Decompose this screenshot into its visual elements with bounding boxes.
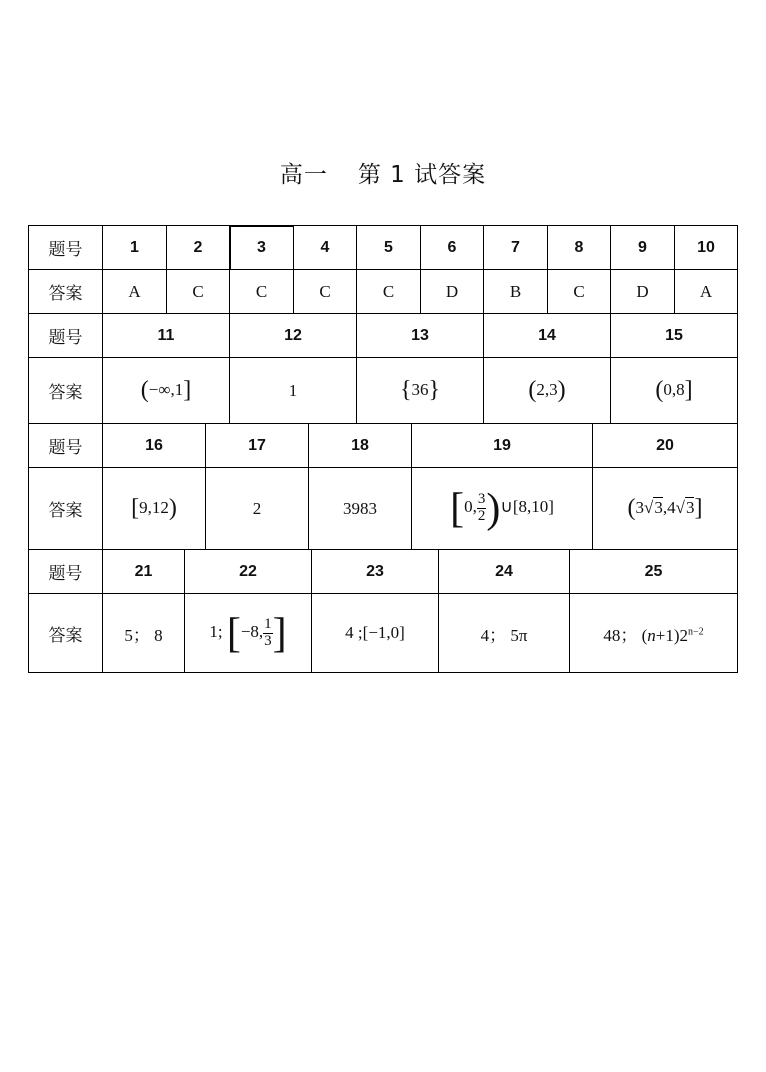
answer-cell-11: (−∞,1]	[103, 358, 230, 424]
question-number: 8	[548, 226, 611, 270]
answer-cell-23: 4 ;[−1,0]	[312, 594, 439, 673]
question-row	[29, 226, 738, 270]
answer-cell-16: [9,12)	[103, 468, 206, 550]
answer-cell: C	[357, 270, 421, 314]
answer-cell-12: 1	[230, 358, 357, 424]
answer-cell-25: 48； $(n+1)2^{n-2}$	[570, 594, 738, 673]
answer-cell-19: [0, $\frac{3}{2}$ )∪[8,10]	[412, 468, 593, 550]
answer-cell-13: {36}	[357, 358, 484, 424]
question-number: 6	[421, 226, 484, 270]
answer-row	[29, 358, 738, 424]
question-label: 题号	[29, 314, 103, 358]
answer-cell: C	[230, 270, 294, 314]
question-number: 18	[309, 424, 412, 468]
answer-cell: C	[548, 270, 611, 314]
question-number: 25	[570, 550, 738, 594]
question-label: 题号	[29, 550, 103, 594]
answer-table-11-15	[28, 313, 738, 424]
page-title	[0, 156, 766, 189]
answer-table-16-20	[28, 423, 738, 550]
answer-cell-14: (2,3)	[484, 358, 611, 424]
answer-cell: C	[167, 270, 230, 314]
question-number: 5	[357, 226, 421, 270]
question-number: 24	[439, 550, 570, 594]
title-grade: 高一	[279, 162, 328, 188]
answer-row	[29, 270, 738, 314]
question-row	[29, 550, 738, 594]
question-number: 22	[185, 550, 312, 594]
question-number: 13	[357, 314, 484, 358]
answer-cell-15: (0,8]	[611, 358, 738, 424]
question-number: 15	[611, 314, 738, 358]
fraction: $\frac{1}{3}$	[264, 615, 272, 649]
answer-cell-20: (3√3,4√3]	[593, 468, 738, 550]
question-number: 12	[230, 314, 357, 358]
answer-row	[29, 468, 738, 550]
question-row	[29, 424, 738, 468]
question-number: 17	[206, 424, 309, 468]
answer-label: 答案	[29, 594, 103, 673]
question-number: 4	[294, 226, 357, 270]
answer-cell: A	[675, 270, 738, 314]
answer-cell-22: 1; [−8, $\frac{1}{3}$ ]	[185, 594, 312, 673]
question-number: 7	[484, 226, 548, 270]
question-number: 1	[103, 226, 167, 270]
question-number: 23	[312, 550, 439, 594]
answer-table-1-10	[28, 225, 738, 314]
question-number: 2	[167, 226, 230, 270]
answer-label: 答案	[29, 270, 103, 314]
question-number: 16	[103, 424, 206, 468]
question-number: 21	[103, 550, 185, 594]
answer-cell-18: 3983	[309, 468, 412, 550]
answer-cell: B	[484, 270, 548, 314]
answer-cell-24: 4； 5π	[439, 594, 570, 673]
question-label: 题号	[29, 226, 103, 270]
fraction: $\frac{3}{2}$	[477, 491, 486, 524]
question-number: 11	[103, 314, 230, 358]
answer-cell: A	[103, 270, 167, 314]
answer-row	[29, 594, 738, 673]
question-number: 14	[484, 314, 611, 358]
answer-cell-21: 5； 8	[103, 594, 185, 673]
question-number: 9	[611, 226, 675, 270]
answer-cell: C	[294, 270, 357, 314]
question-label: 题号	[29, 424, 103, 468]
question-number: 3	[230, 226, 294, 270]
answer-cell: D	[611, 270, 675, 314]
question-row	[29, 314, 738, 358]
answer-table-21-25	[28, 549, 738, 673]
question-number: 10	[675, 226, 738, 270]
answer-cell: D	[421, 270, 484, 314]
question-number: 20	[593, 424, 738, 468]
title-test: 第 1 试答案	[357, 162, 487, 188]
answer-label: 答案	[29, 358, 103, 424]
answer-cell-17: 2	[206, 468, 309, 550]
answer-label: 答案	[29, 468, 103, 550]
question-number: 19	[412, 424, 593, 468]
